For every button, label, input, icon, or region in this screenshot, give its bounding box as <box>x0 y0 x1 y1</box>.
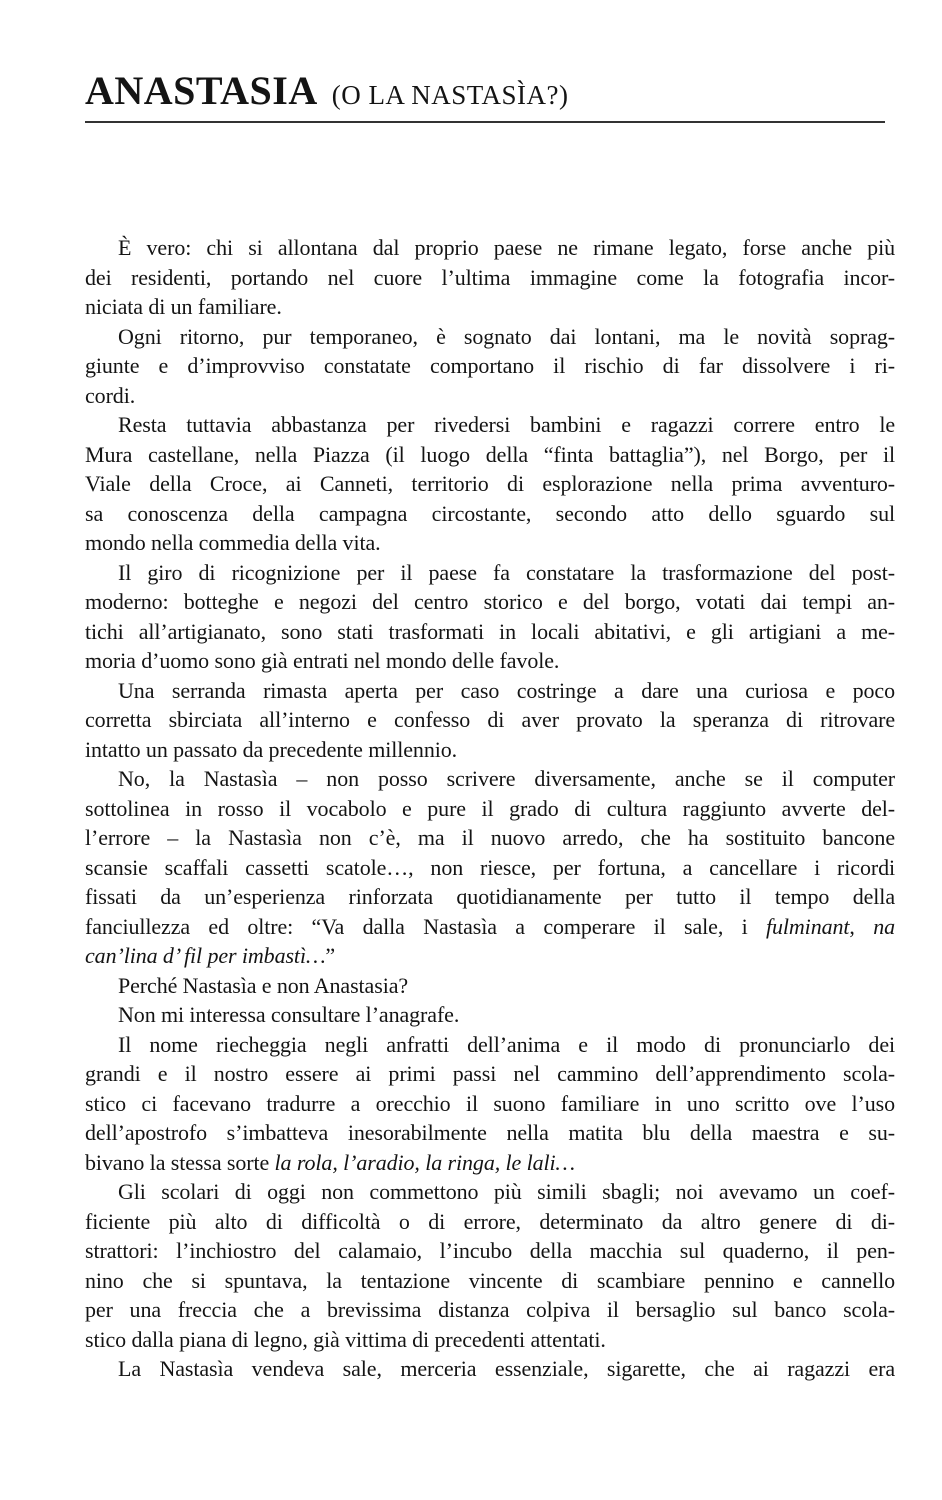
text-segment: sottolinea in rosso il vocabolo e pure il grado di cultura raggiunto avverte del- <box>85 795 895 821</box>
text-line <box>85 587 895 617</box>
text-segment: Il giro di ricognizione per il paese fa constatare la trasformazione del post- <box>118 559 895 585</box>
text-segment: moria d’uomo sono già entrati nel mondo delle favole. <box>85 648 560 673</box>
text-segment: strattori: l’inchiostro del calamaio, l’incubo della macchia sul quaderno, il pen- <box>85 1238 895 1263</box>
dialect-italic-text: la rola, l’aradio, la ringa, le lali… <box>274 1149 575 1175</box>
text-segment: Ogni ritorno, pur temporaneo, è sognato dai lontani, ma le novità soprag- <box>118 323 895 349</box>
text-line <box>85 823 895 853</box>
text-segment: sa conoscenza della campagna circostante, secondo atto dello sguardo sul <box>85 500 895 526</box>
text-segment: stico ci facevano tradurre a orecchio il suono familiare in uno scritto ove l’uso <box>85 1090 895 1116</box>
text-segment: ” <box>325 943 336 968</box>
text-segment: stico dalla piana di legno, già vittima di precedenti attentati. <box>85 1326 606 1352</box>
text-line <box>85 1207 895 1237</box>
text-line <box>85 1000 895 1030</box>
text-segment: fissati da un’esperienza rinforzata quotidianamente per tutto il tempo della <box>85 884 895 909</box>
text-line <box>85 705 895 735</box>
dialect-italic-text: can’lina d’ fil per imbastì… <box>85 943 326 968</box>
text-segment: l’errore – la Nastasìa non c’è, ma il nuovo arredo, che ha sostituito bancone <box>85 825 895 850</box>
text-segment: corretta sbirciata all’interno e confesso di aver provato la speranza di ritrovare <box>85 707 895 732</box>
text-segment: Viale della Croce, ai Canneti, territorio di esplorazione nella prima avventuro- <box>85 471 895 496</box>
text-line <box>85 735 895 765</box>
text-line <box>85 1118 895 1148</box>
text-segment: cordi. <box>85 382 136 408</box>
text-line <box>85 381 895 411</box>
paragraph <box>85 1000 895 1030</box>
text-line <box>85 410 895 440</box>
text-segment: È vero: chi si allontana dal proprio paese ne rimane legato, forse anche più <box>118 235 895 260</box>
text-segment: dell’apostrofo s’imbatteva inesorabilmente nella matita blu della maestra e su- <box>85 1120 895 1145</box>
text-line <box>85 617 895 647</box>
text-line <box>85 1089 895 1119</box>
text-segment: grandi e il nostro essere ai primi passi nel cammino dell’apprendimento scola- <box>85 1061 895 1086</box>
text-line <box>85 912 895 942</box>
text-line <box>85 233 895 263</box>
text-segment: No, la Nastasìa – non posso scrivere diversamente, anche se il computer <box>118 766 895 791</box>
chapter-subtitle: (O LA NASTASÌA?) <box>331 80 569 110</box>
paragraph <box>85 1354 895 1384</box>
paragraph <box>85 1030 895 1178</box>
paragraph <box>85 971 895 1001</box>
text-segment: bivano la stessa sorte <box>85 1149 275 1175</box>
text-line <box>85 1354 895 1384</box>
text-segment: Mura castellane, nella Piazza (il luogo della “finta battaglia”), nel Borgo, per il <box>85 441 895 467</box>
text-line <box>85 558 895 588</box>
page-body <box>85 233 895 1384</box>
paragraph <box>85 1177 895 1354</box>
text-line <box>85 794 895 824</box>
dialect-italic-text: na <box>873 913 895 939</box>
text-line <box>85 322 895 352</box>
paragraph <box>85 676 895 765</box>
text-segment: moderno: botteghe e negozi del centro storico e del borgo, votati dai tempi an- <box>85 589 895 614</box>
text-line <box>85 1295 895 1325</box>
text-line <box>85 499 895 529</box>
text-segment: dei residenti, portando nel cuore l’ultima immagine come la fotografia incor- <box>85 264 895 290</box>
text-line <box>85 1177 895 1207</box>
text-line <box>85 1030 895 1060</box>
paragraph <box>85 558 895 676</box>
text-segment: Gli scolari di oggi non commettono più simili sbagli; noi avevamo un coef- <box>118 1179 895 1204</box>
text-line <box>85 853 895 883</box>
text-segment: Resta tuttavia abbastanza per rivedersi bambini e ragazzi correre entro le <box>118 412 895 437</box>
text-line <box>85 528 895 558</box>
text-segment: Perché Nastasìa e non Anastasia? <box>118 972 409 998</box>
text-segment: , <box>849 913 874 939</box>
text-line <box>85 469 895 499</box>
text-segment: scansie scaffali cassetti scatole…, non riesce, per fortuna, a cancellare i ricordi <box>85 854 895 880</box>
text-line <box>85 351 895 381</box>
text-line <box>85 1236 895 1266</box>
text-line <box>85 1266 895 1296</box>
text-segment: giunte e d’improvviso constatate comportano il rischio di far dissolvere i ri- <box>85 353 895 378</box>
text-line <box>85 1059 895 1089</box>
text-segment: intatto un passato da precedente millennio. <box>85 736 458 762</box>
text-segment: ficiente più alto di difficoltà o di errore, determinato da altro genere di di- <box>85 1208 895 1234</box>
text-line <box>85 882 895 912</box>
text-line <box>85 646 895 676</box>
paragraph <box>85 322 895 411</box>
chapter-title-line <box>85 68 887 114</box>
paragraph <box>85 410 895 558</box>
text-segment: fanciullezza ed oltre: “Va dalla Nastasìa a comperare il sale, i <box>85 913 766 939</box>
chapter-title: ANASTASIA <box>85 68 318 113</box>
text-segment: nino che si spuntava, la tentazione vincente di scambiare pennino e cannello <box>85 1267 895 1293</box>
dialect-italic-text: fulminant <box>765 913 850 939</box>
chapter-header <box>85 68 887 123</box>
text-segment: mondo nella commedia della vita. <box>85 530 381 555</box>
title-rule <box>85 121 885 123</box>
text-segment: La Nastasìa vendeva sale, merceria essenziale, sigarette, che ai ragazzi era <box>118 1356 895 1381</box>
text-segment: Non mi interessa consultare l’anagrafe. <box>118 1002 460 1027</box>
text-segment: niciata di un familiare. <box>85 294 282 319</box>
text-segment: tichi all’artigianato, sono stati trasformati in locali abitativi, e gli artigiani a me- <box>85 618 895 644</box>
text-segment: Una serranda rimasta aperta per caso costringe a dare una curiosa e poco <box>118 677 895 703</box>
text-segment: per una freccia che a brevissima distanza colpiva il bersaglio sul banco scola- <box>85 1297 895 1322</box>
text-line <box>85 440 895 470</box>
text-line <box>85 1325 895 1355</box>
text-line <box>85 764 895 794</box>
text-line <box>85 1148 895 1178</box>
paragraph <box>85 233 895 322</box>
text-line <box>85 941 895 971</box>
text-line <box>85 263 895 293</box>
text-segment: Il nome riecheggia negli anfratti dell’anima e il modo di pronunciarlo dei <box>118 1031 895 1057</box>
paragraph <box>85 764 895 971</box>
text-line <box>85 676 895 706</box>
text-line <box>85 292 895 322</box>
text-line <box>85 971 895 1001</box>
